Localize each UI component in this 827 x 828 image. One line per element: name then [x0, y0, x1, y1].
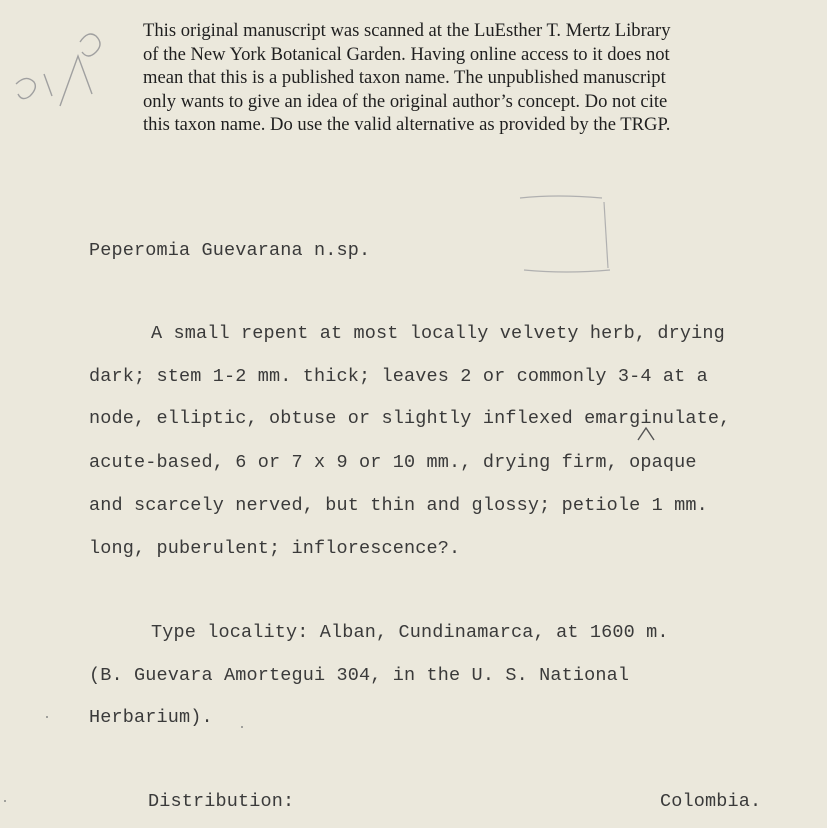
description-line: node, elliptic, obtuse or slightly inflexed emarginulate, [89, 408, 731, 429]
notice-line: This original manuscript was scanned at the LuEsther T. Mertz Library [143, 20, 671, 41]
speck [241, 726, 243, 728]
pencil-annotation [8, 14, 118, 114]
distribution-value: Colombia. [660, 791, 762, 812]
description-line: dark; stem 1-2 mm. thick; leaves 2 or commonly 3-4 at a [89, 366, 708, 387]
species-title: Peperomia Guevarana n.sp. [89, 240, 371, 261]
notice-line: this taxon name. Do use the valid alternative as provided by the TRGP. [143, 114, 671, 135]
speck [46, 716, 48, 718]
notice-line: of the New York Botanical Garden. Having online access to it does not [143, 43, 670, 65]
description-line: and scarcely nerved, but thin and glossy; petiole 1 mm. [89, 495, 708, 516]
type-locality-line: Type locality: Alban, Cundinamarca, at 1600 m. [151, 622, 669, 643]
notice-line: only wants to give an idea of the original author’s concept. Do not cite [143, 90, 668, 112]
description-line: A small repent at most locally velvety herb, drying [151, 323, 725, 344]
speck [4, 800, 6, 802]
description-line: acute-based, 6 or 7 x 9 or 10 mm., drying firm, opaque [89, 452, 697, 473]
library-notice [143, 19, 783, 137]
type-locality-line: (B. Guevara Amortegui 304, in the U. S. National [89, 665, 630, 686]
type-locality-line: Herbarium). [89, 707, 213, 728]
notice-line: mean that this is a published taxon name. The unpublished manuscript [143, 67, 666, 88]
distribution-label: Distribution: [148, 791, 295, 812]
insertion-caret [636, 424, 658, 444]
description-line: long, puberulent; inflorescence?. [89, 538, 461, 559]
pencil-bracket [516, 192, 616, 278]
